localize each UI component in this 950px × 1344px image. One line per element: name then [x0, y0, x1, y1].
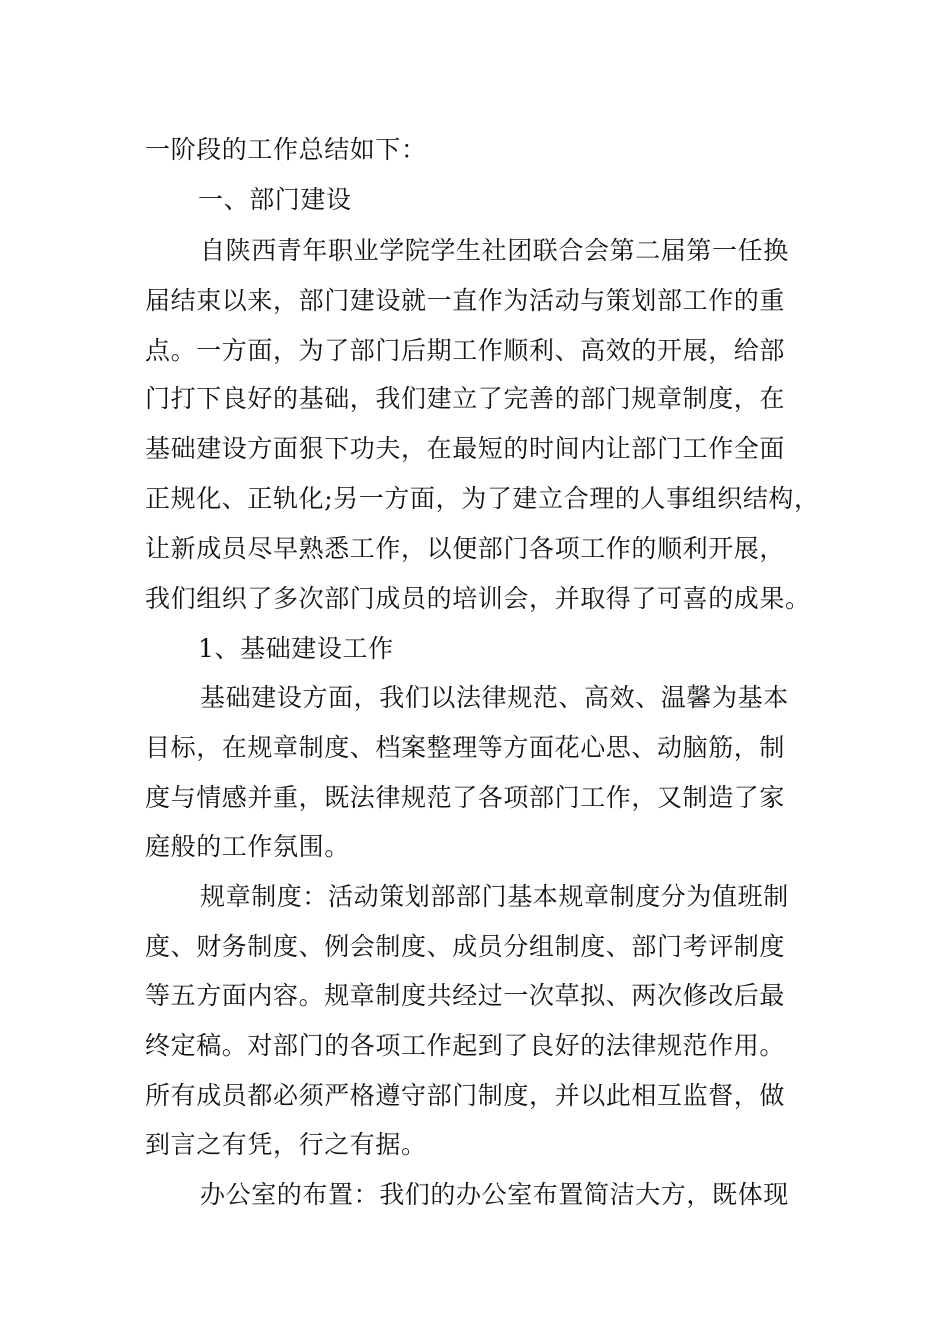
- subsection-heading: 1、基础建设工作: [198, 634, 394, 663]
- text-line: 门打下良好的基础，我们建立了完善的部门规章制度，在: [145, 384, 786, 413]
- text-line: 到言之有凭，行之有据。: [145, 1130, 427, 1159]
- text-line: 终定稿。对部门的各项工作起到了良好的法律规范作用。: [145, 1031, 786, 1060]
- text-line: 我们组织了多次部门成员的培训会，并取得了可喜的成果。: [145, 584, 811, 613]
- text-line: 办公室的布置：我们的办公室布置简洁大方，既体现: [200, 1180, 789, 1209]
- text-line: 点。一方面，为了部门后期工作顺利、高效的开展，给部: [145, 336, 786, 365]
- text-line: 所有成员都必须严格遵守部门制度，并以此相互监督，做: [145, 1081, 786, 1110]
- text-line: 等五方面内容。规章制度共经过一次草拟、两次修改后最: [145, 981, 786, 1010]
- text-line: 度与情感并重，既法律规范了各项部门工作，又制造了家: [145, 783, 786, 812]
- text-line: 目标，在规章制度、档案整理等方面花心思、动脑筋，制: [145, 733, 786, 762]
- text-line: 届结束以来，部门建设就一直作为活动与策划部工作的重: [145, 286, 786, 315]
- text-line: 一阶段的工作总结如下：: [145, 135, 427, 164]
- text-line: 基础建设方面，我们以法律规范、高效、温馨为基本: [200, 683, 789, 712]
- text-line: 度、财务制度、例会制度、成员分组制度、部门考评制度: [145, 932, 786, 961]
- text-line: 自陕西青年职业学院学生社团联合会第二届第一任换: [200, 236, 789, 265]
- text-line: 基础建设方面狠下功夫，在最短的时间内让部门工作全面: [145, 434, 786, 463]
- section-heading: 一、部门建设: [198, 185, 352, 214]
- text-line: 规章制度：活动策划部部门基本规章制度分为值班制: [200, 882, 789, 911]
- text-line: 庭般的工作氛围。: [145, 832, 350, 861]
- text-line: 让新成员尽早熟悉工作，以便部门各项工作的顺利开展，: [145, 534, 786, 563]
- text-line: 正规化、正轨化;另一方面，为了建立合理的人事组织结构，: [145, 484, 820, 513]
